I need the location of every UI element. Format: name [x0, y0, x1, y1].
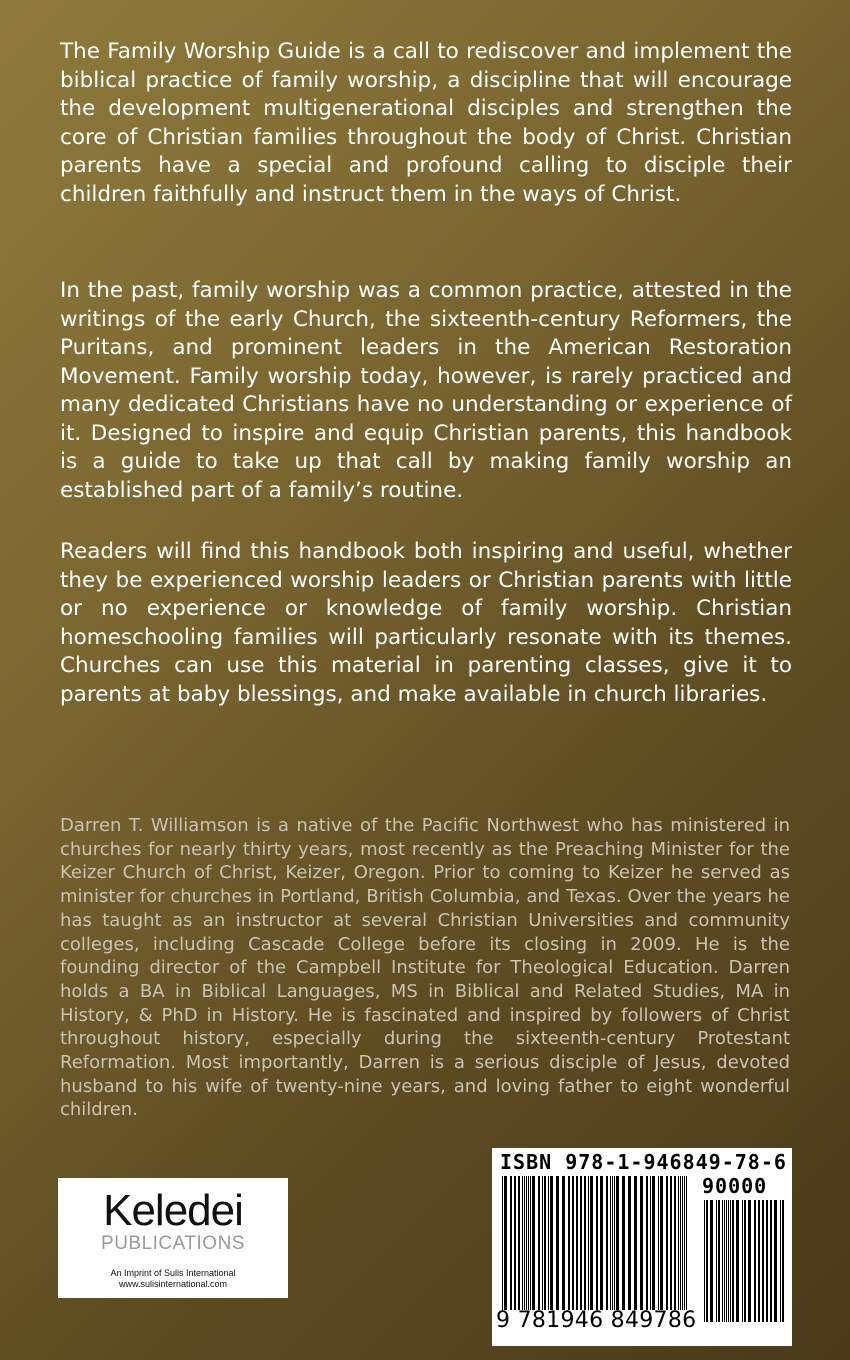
barcode-bar — [744, 1200, 746, 1322]
barcode-bar — [782, 1200, 784, 1322]
barcode-bar — [678, 1176, 679, 1310]
barcode-bar — [510, 1176, 512, 1310]
isbn-barcode — [492, 1148, 792, 1346]
barcode-bar — [686, 1176, 687, 1310]
barcode-bar — [684, 1176, 685, 1310]
barcode-bar — [514, 1176, 516, 1310]
barcode-bar — [640, 1176, 643, 1310]
description-paragraph-3: Readers will find this handbook both inspiring and useful, whether they be experienced worship leaders or Christian parents with little or no experience or knowledge of family worship. Christian homeschooling families will particularly resonate with its themes. Churches can use this material in parenting classes, give it to parents at baby blessings, and make available in church libraries. — [60, 539, 792, 707]
barcode-bar — [736, 1200, 739, 1322]
barcode-bar — [758, 1200, 760, 1322]
barcode-bar — [616, 1176, 619, 1310]
barcode-bar — [584, 1176, 586, 1310]
publisher-imprint: An Imprint of Sulis International — [110, 1268, 236, 1278]
barcode-bar — [504, 1176, 507, 1310]
barcode-bar — [518, 1176, 520, 1310]
barcode-bar — [732, 1200, 734, 1322]
barcode-bar — [770, 1200, 772, 1322]
barcode-bar — [614, 1176, 615, 1310]
barcode-bar — [628, 1176, 631, 1310]
publisher-name: Keledei — [103, 1186, 243, 1235]
barcode-bar — [658, 1176, 659, 1310]
price-barcode-bars — [704, 1200, 784, 1322]
barcode-bar — [634, 1176, 637, 1310]
barcode-bar — [522, 1176, 523, 1310]
barcode-bar — [528, 1176, 529, 1310]
isbn-label: ISBN 978-1-946849-78-6 — [500, 1150, 787, 1174]
barcode-bar — [612, 1176, 613, 1310]
barcode-bar — [774, 1200, 777, 1322]
barcode-bar — [538, 1176, 540, 1310]
barcode-bar — [600, 1176, 603, 1310]
barcode-bar — [670, 1176, 672, 1310]
barcode-bar — [704, 1200, 705, 1322]
description-paragraph-1: The Family Worship Guide is a call to rediscover and implement the biblical practice of family worship, a discipline that will encourage the development multigenerational disciples and strengthen the core of Christian families throughout the body of Christ. Christian parents have a special and profound calling to disciple their children faithfully and instruct them in the ways of Christ. — [60, 39, 792, 207]
ean-barcode-bars — [502, 1176, 688, 1310]
barcode-bar — [718, 1200, 720, 1322]
author-bio: Darren T. Williamson is a native of the Pacific Northwest who has ministered in churches for nearly thirty years, most recently as the Preaching Minister for the Keizer Church of Christ, Keizer, Oregon. Prior to coming to Keizer he served as minister for churches in Portland, British Columbia, and Texas. Over the years he has taught as an instructor at several Christian Universities and community colleges, including Cascade College before its closing in 2009. He is the founding director of the Campbell Institute for Theological Education. Darren holds a BA in Biblical Languages, MS in Biblical and Related Studies, MA in History, & PhD in History. He is fascinated and inspired by followers of Christ throughout history, especially during the sixteenth-century Protestant Reformation. Most importantly, Darren is a serious disciple of Jesus, devoted husband to his wife of twenty-nine years, and loving father to eight wonderful children. — [60, 815, 790, 1121]
barcode-bar — [526, 1176, 527, 1310]
barcode-bar — [724, 1200, 725, 1322]
barcode-bar — [730, 1200, 731, 1322]
barcode-bar — [524, 1176, 525, 1310]
barcode-bar — [562, 1176, 565, 1310]
barcode-bar — [532, 1176, 535, 1310]
ean-digits: 9 781946 849786 — [496, 1308, 697, 1333]
barcode-bar — [726, 1200, 727, 1322]
barcode-bar — [762, 1200, 764, 1322]
price-code: 90000 — [702, 1174, 768, 1198]
barcode-bar — [588, 1176, 589, 1310]
barcode-bar — [680, 1176, 681, 1310]
barcode-bar — [556, 1176, 559, 1310]
barcode-bar — [674, 1176, 676, 1310]
barcode-bar — [580, 1176, 582, 1310]
barcode-bar — [754, 1200, 756, 1322]
barcode-bar — [542, 1176, 543, 1310]
barcode-bar — [716, 1200, 717, 1322]
publisher-subtitle: PUBLICATIONS — [101, 1233, 245, 1254]
barcode-bar — [660, 1176, 663, 1310]
barcode-bar — [728, 1200, 729, 1322]
barcode-bar — [548, 1176, 549, 1310]
barcode-bar — [590, 1176, 593, 1310]
description-paragraph-2: In the past, family worship was a common practice, attested in the writings of the early Church, the sixteenth-century Reformers, the Puritans, and prominent leaders in the American Restoration Movement. Family worship today, however, is rarely practiced and many dedicated Christians have no understanding or experience of it. Designed to inspire and equip Christian parents, this handbook is a guide to take up that call by making family worship an established part of a family’s routine. — [60, 278, 792, 503]
barcode-bar — [710, 1200, 713, 1322]
publisher-logo — [58, 1178, 288, 1298]
barcode-bar — [722, 1200, 723, 1322]
barcode-bar — [610, 1176, 611, 1310]
barcode-bar — [682, 1176, 683, 1310]
barcode-bar — [576, 1176, 578, 1310]
barcode-bar — [606, 1176, 608, 1310]
barcode-bar — [706, 1200, 708, 1322]
barcode-bar — [646, 1176, 648, 1310]
barcode-bar — [652, 1176, 655, 1310]
barcode-bar — [502, 1176, 503, 1310]
publisher-url: www.sulisinternational.com — [118, 1279, 228, 1289]
barcode-bar — [596, 1176, 598, 1310]
barcode-bar — [550, 1176, 553, 1310]
barcode-bar — [568, 1176, 570, 1310]
barcode-bar — [622, 1176, 625, 1310]
barcode-bar — [666, 1176, 668, 1310]
barcode-bar — [766, 1200, 768, 1322]
barcode-bar — [742, 1200, 743, 1322]
barcode-bar — [544, 1176, 546, 1310]
barcode-bar — [572, 1176, 574, 1310]
barcode-bar — [530, 1176, 531, 1310]
barcode-bar — [650, 1176, 651, 1310]
barcode-bar — [780, 1200, 781, 1322]
barcode-bar — [748, 1200, 751, 1322]
